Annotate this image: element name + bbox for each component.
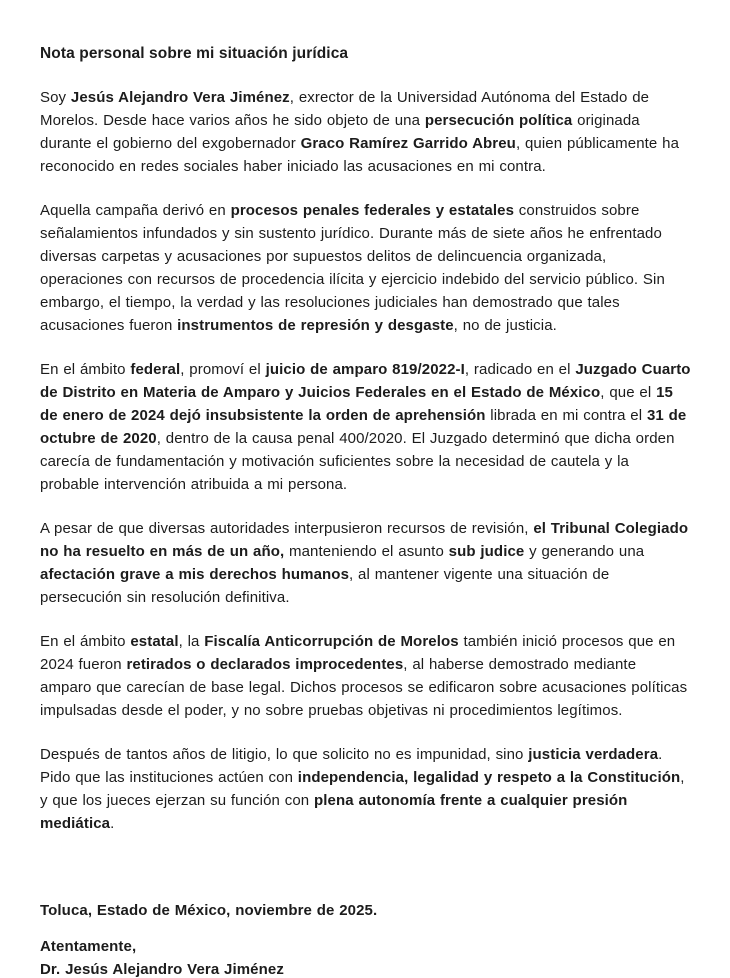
emphasis-text: retirados o declarados improcedentes <box>126 656 404 673</box>
body-text: Aquella campaña derivó en <box>40 202 231 219</box>
body-text: A pesar de que diversas autoridades interpusieron recursos de revisión, <box>40 520 534 537</box>
emphasis-text: justicia verdadera <box>528 746 659 763</box>
emphasis-text: Jesús Alejandro Vera Jiménez <box>70 89 290 106</box>
emphasis-text: afectación grave a mis derechos humanos <box>40 566 350 583</box>
body-text: , la <box>178 633 205 650</box>
body-text: , al mantener vigente una situación de persecución sin resolución definitiva. <box>40 566 610 606</box>
emphasis-text: 31 de octubre de 2020 <box>40 407 687 447</box>
signature-name: Dr. Jesús Alejandro Vera Jiménez <box>40 961 284 978</box>
body-text: , que el <box>600 384 657 401</box>
emphasis-text: Graco Ramírez Garrido Abreu <box>300 135 516 152</box>
body-text: , y que los jueces ejerzan su función con <box>40 769 685 809</box>
body-text: Después de tantos años de litigio, lo que solicito no es impunidad, sino <box>40 746 529 763</box>
emphasis-text: independencia, legalidad y respeto a la Constitución <box>297 769 681 786</box>
emphasis-text: federal <box>130 361 181 378</box>
body-text: originada durante el gobierno del exgobernador <box>40 112 640 152</box>
signature-block <box>40 935 692 978</box>
body-text: construidos sobre señalamientos infundados y sin sustento jurídico. Durante más de siete años he enfrentado diversas carpetas y acusaciones por supuestos delitos de delincuencia organizada, operaciones con recursos de procedencia ilícita y ejercicio indebido del servicio público. Sin embargo, el tiempo, la verdad y las resoluciones judiciales han demostrado que tales acusaciones fueron <box>40 202 665 334</box>
body-text: , no de justicia. <box>453 317 557 334</box>
body-text: , al haberse demostrado mediante amparo que carecían de base legal. Dichos procesos se edificaron sobre acusaciones políticas impulsadas desde el poder, y no sobre pruebas objetivas ni procedimientos legítimos. <box>40 656 688 719</box>
body-text: En el ámbito <box>40 361 131 378</box>
emphasis-text: el Tribunal Colegiado no ha resuelto en más de un año, <box>40 520 689 560</box>
body-text: . Pido que las instituciones actúen con <box>40 746 663 786</box>
emphasis-text: instrumentos de represión y desgaste <box>177 317 454 334</box>
date-line: Toluca, Estado de México, noviembre de 2025. <box>40 902 378 919</box>
body-text: En el ámbito <box>40 633 131 650</box>
emphasis-text: sub judice <box>448 543 525 560</box>
body-text: también inició procesos que en 2024 fueron <box>40 633 676 673</box>
paragraph <box>40 86 692 178</box>
body-text: Soy <box>40 89 71 106</box>
paragraph <box>40 630 692 722</box>
body-text: , exrector de la Universidad Autónoma del Estado de Morelos. Desde hace varios años he sido objeto de una <box>40 89 650 129</box>
emphasis-text: Fiscalía Anticorrupción de Morelos <box>204 633 459 650</box>
document-body <box>40 86 692 835</box>
body-text: . <box>110 815 115 832</box>
paragraph <box>40 199 692 337</box>
body-text: manteniendo el asunto <box>284 543 449 560</box>
emphasis-text: estatal <box>130 633 179 650</box>
emphasis-text: plena autonomía frente a cualquier presión mediática <box>40 792 628 832</box>
emphasis-text: procesos penales federales y estatales <box>230 202 515 219</box>
body-text: , quien públicamente ha reconocido en redes sociales haber iniciado las acusaciones en mi contra. <box>40 135 680 175</box>
document-title: Nota personal sobre mi situación jurídica <box>40 45 349 62</box>
emphasis-text: 15 de enero de 2024 dejó insubsistente la orden de aprehensión <box>40 384 673 424</box>
body-text: , dentro de la causa penal 400/2020. El Juzgado determinó que dicha orden carecía de fundamentación y motivación suficientes sobre la necesidad de cautela y la probable intervención atribuida a mi persona. <box>40 430 675 493</box>
emphasis-text: persecución política <box>424 112 573 129</box>
body-text: , radicado en el <box>464 361 576 378</box>
closing-salutation: Atentamente, <box>40 938 137 955</box>
paragraph <box>40 743 692 835</box>
body-text: y generando una <box>524 543 645 560</box>
paragraph <box>40 517 692 609</box>
paragraph <box>40 358 692 496</box>
emphasis-text: juicio de amparo 819/2022-I <box>265 361 465 378</box>
emphasis-text: Juzgado Cuarto de Distrito en Materia de Amparo y Juicios Federales en el Estado de México <box>40 361 691 401</box>
body-text: , promoví el <box>180 361 266 378</box>
body-text: librada en mi contra el <box>485 407 647 424</box>
